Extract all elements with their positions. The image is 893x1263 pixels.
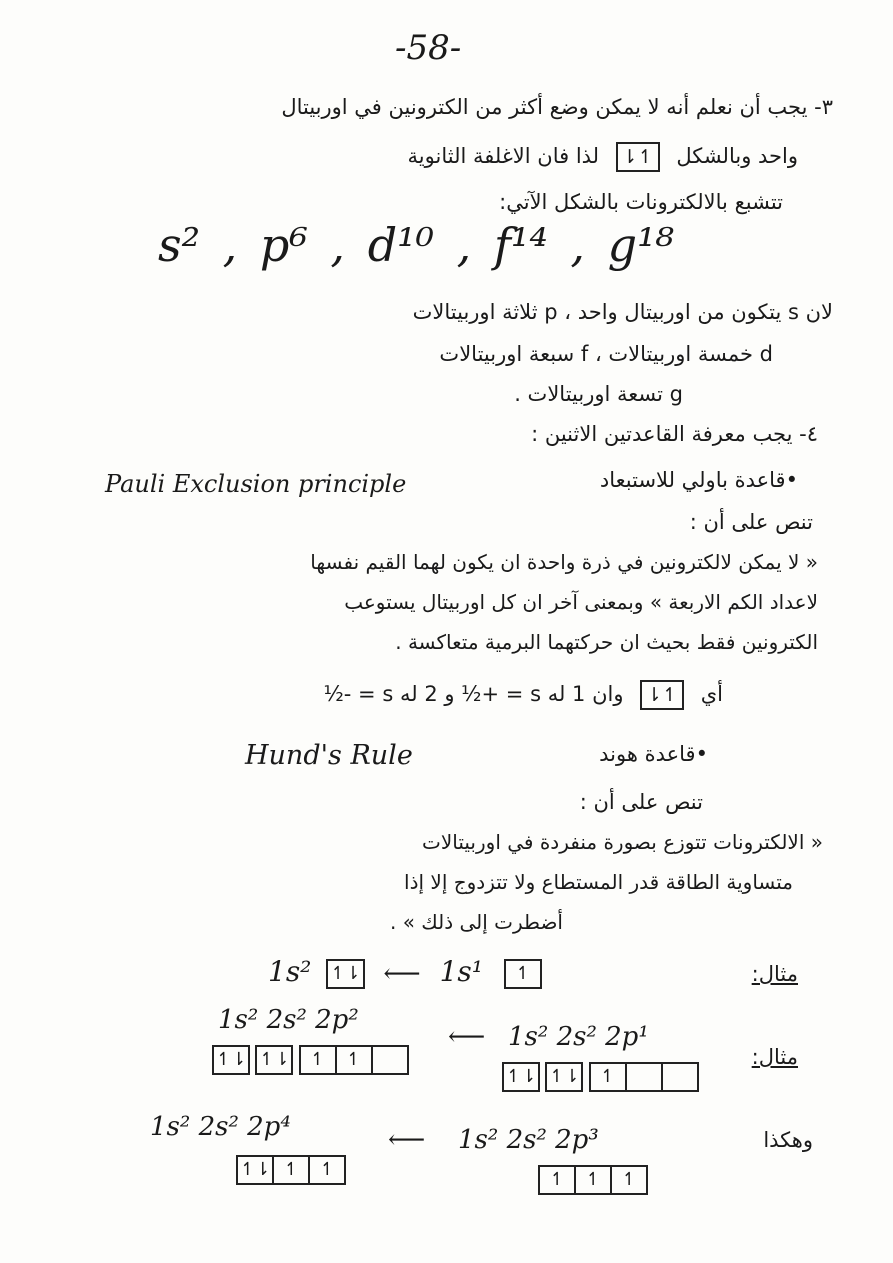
cell: ↿⇂ <box>506 1066 537 1087</box>
saturation-row: s² , p⁶ , d¹⁰ , f¹⁴ , g¹⁸ <box>158 218 674 272</box>
pauli-box-pair: ↿⇂ <box>640 680 684 710</box>
cell: ↿ <box>274 1157 310 1183</box>
example3-from-cells <box>538 1165 648 1195</box>
cell: ↿⇂ <box>549 1066 580 1087</box>
saturation-p: p⁶ <box>259 218 308 272</box>
pauli-quote2: لاعداد الكم الاربعة » وبمعنى آخر ان كل اوربيتال يستوعب <box>344 590 818 614</box>
config-group <box>212 1045 250 1075</box>
example3-from-config: 1s² 2s² 2p³ <box>458 1125 599 1155</box>
hund-states: تنص على أن : <box>579 790 703 814</box>
example3-to-config: 1s² 2s² 2p⁴ <box>150 1112 291 1142</box>
cell: ↿ <box>319 1159 335 1180</box>
example2-from-cells <box>502 1062 699 1092</box>
cell <box>663 1064 697 1090</box>
example1-from-cells <box>504 959 542 989</box>
pauli-states: تنص على أن : <box>689 510 813 534</box>
cell: ↿ <box>621 1169 637 1190</box>
cell: ↿ <box>591 1064 627 1090</box>
example1-to-cell: ↿⇂ <box>330 962 361 984</box>
hund-quote2: متساوية الطاقة قدر المستطاع ولا تتزدوج إلا إذا <box>404 870 793 894</box>
cell: ↿⇂ <box>259 1049 290 1070</box>
example1-to-config: 1s² <box>268 955 312 988</box>
orbitals-line2: d خمسة اوربيتالات ، f سبعة اوربيتالات <box>439 342 773 366</box>
example2-from-config: 1s² 2s² 2p¹ <box>508 1022 649 1052</box>
para3-line2a: واحد وبالشكل <box>676 144 798 168</box>
hund-title-ar: • قاعدة هوند <box>599 742 708 766</box>
example3-to-cells <box>236 1155 346 1185</box>
page-number: -58- <box>395 28 462 68</box>
example1-label: مثال: <box>751 962 798 986</box>
cell: ↿⇂ <box>238 1157 274 1183</box>
pauli-quote1: « لا يمكن لالكترونين في ذرة واحدة ان يكون لهما القيم نفسها <box>310 550 818 574</box>
cell <box>627 1064 663 1090</box>
pauli-title-ar: • قاعدة باولي للاستبعاد <box>600 468 798 492</box>
example1-to-cells <box>326 959 364 989</box>
example1-from-config: 1s¹ <box>439 955 484 988</box>
cell: ↿ <box>337 1047 373 1073</box>
pauli-title-en: Pauli Exclusion principle <box>105 470 407 498</box>
pauli-quote3: الكترونين فقط بحيث ان حركتهما البرمية متعاكسة . <box>395 630 818 654</box>
config-group <box>502 1062 540 1092</box>
example3-arrow <box>378 1125 435 1155</box>
saturation-d: d¹⁰ <box>367 218 435 272</box>
config-group <box>299 1045 409 1075</box>
hund-title-en: Hund's Rule <box>245 740 413 771</box>
example1-from-cell: ↿ <box>515 962 531 984</box>
config-group <box>538 1165 648 1195</box>
example2-to-config: 1s² 2s² 2p² <box>218 1005 359 1035</box>
arrow-icon: ⟵ <box>383 958 421 989</box>
arrow-icon: ⟵ <box>388 1125 426 1155</box>
config-group <box>545 1062 583 1092</box>
arrow-icon: ⟵ <box>448 1022 486 1052</box>
pauli-ie: أي <box>700 682 723 706</box>
pauli-ie-row <box>323 680 723 710</box>
config-group <box>255 1045 293 1075</box>
example2-arrow <box>438 1022 495 1052</box>
example3-label: وهكذا <box>763 1128 813 1152</box>
cell: ↿ <box>576 1167 612 1193</box>
para3-line2b: لذا فان الاغلفة الثانوية <box>407 144 600 168</box>
hund-quote3: أضطرت إلى ذلك » . <box>389 910 563 934</box>
saturation-f: f¹⁴ <box>493 218 548 272</box>
example1-row <box>268 955 542 989</box>
para4-line: ٤- يجب معرفة القاعدتين الاثنين : <box>531 422 818 446</box>
para3-line2 <box>408 142 798 172</box>
example2-label: مثال: <box>751 1045 798 1069</box>
cell <box>373 1047 407 1073</box>
config-group <box>236 1155 346 1185</box>
hund-quote1: « الالكترونات تتوزع بصورة منفردة في اوربيتالات <box>422 830 823 854</box>
pauli-spin: وان 1 له s = +½ و 2 له s = -½ <box>323 682 624 706</box>
para3-line3: تتشبع بالالكترونات بالشكل الآتي: <box>499 190 783 214</box>
cell: ↿ <box>301 1047 337 1073</box>
orbitals-line1: لان s يتكون من اوربيتال واحد ، p ثلاثة اوربيتالات <box>412 300 833 324</box>
cell: ↿⇂ <box>216 1049 247 1070</box>
para3-line1: ٣- يجب أن نعلم أنه لا يمكن وضع أكثر من الكترونين في اوربيتال <box>281 95 833 119</box>
config-group <box>589 1062 699 1092</box>
orbital-box-pair: ↿⇂ <box>616 142 660 172</box>
cell: ↿ <box>540 1167 576 1193</box>
example2-to-cells <box>212 1045 409 1075</box>
orbitals-line3: g تسعة اوربيتالات . <box>514 382 683 406</box>
saturation-g: g¹⁸ <box>607 218 674 272</box>
saturation-s: s² <box>158 218 201 272</box>
